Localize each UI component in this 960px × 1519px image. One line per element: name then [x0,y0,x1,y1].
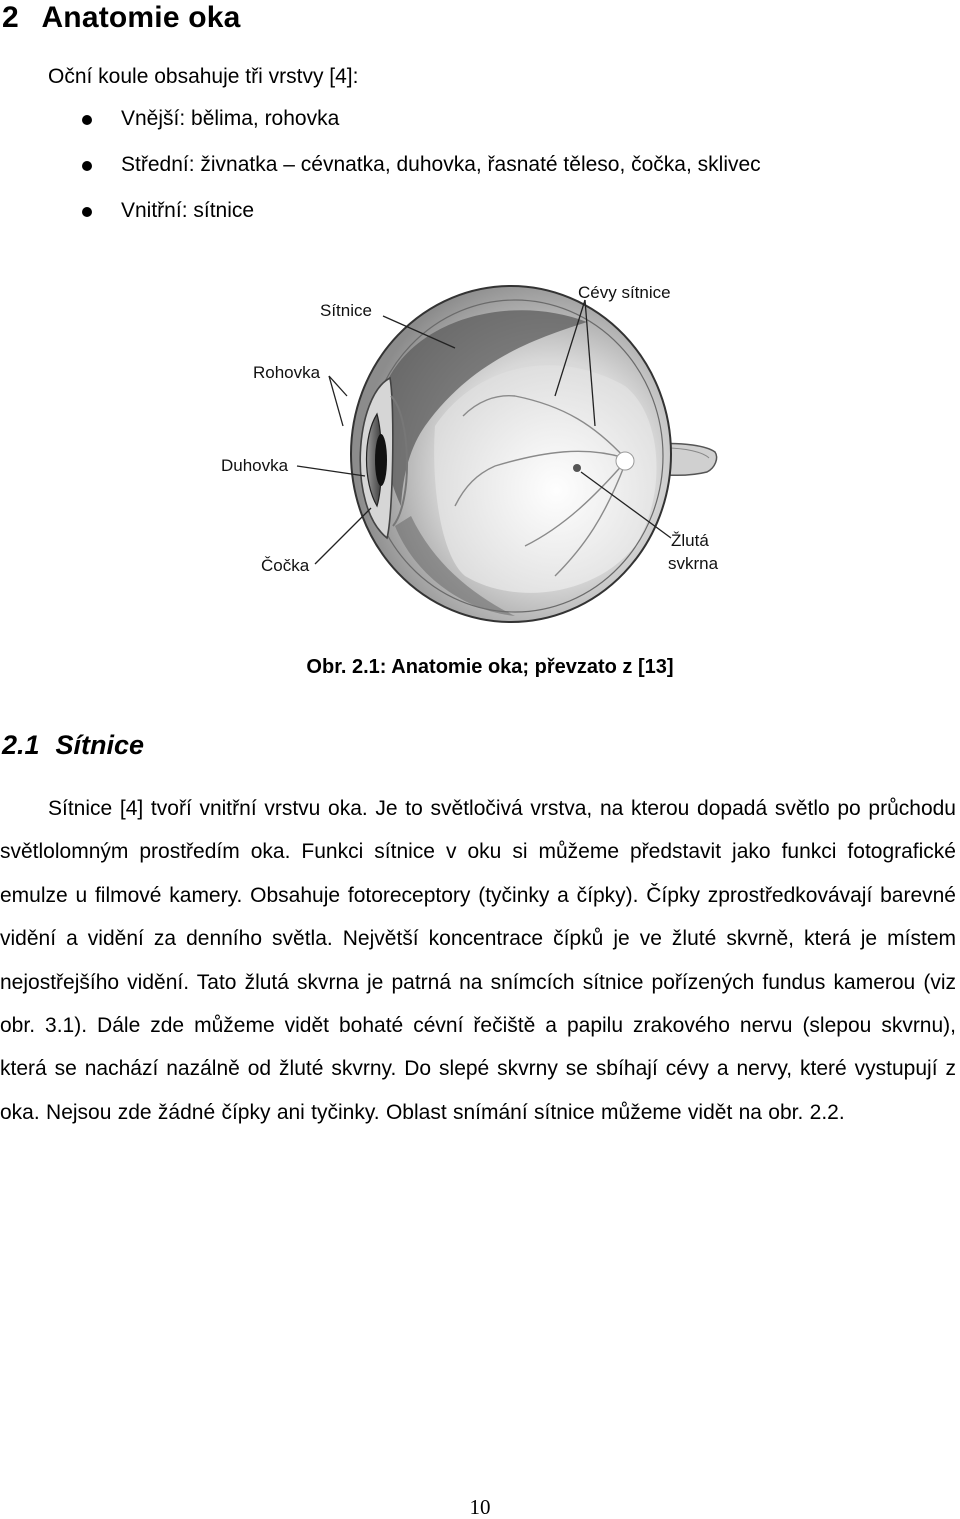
page-number: 10 [469,1495,491,1519]
list-item [0,196,761,242]
bullet-icon [82,161,92,171]
intro-text: Oční koule obsahuje tři vrstvy [4]: [48,65,359,88]
label-duhovka: Duhovka [221,456,289,475]
label-zluta: Žlutá [671,531,709,550]
chapter-number: 2 [2,1,19,34]
label-cocka: Čočka [261,556,310,575]
eyeball [351,286,671,622]
figure-caption: Obr. 2.1: Anatomie oka; převzato z [13] [306,656,674,678]
list-item-text: Vnější: bělima, rohovka [121,107,340,130]
section-title: Sítnice [55,730,145,760]
chapter-title: Anatomie oka [41,1,241,34]
list-item-text: Střední: živnatka – cévnatka, duhovka, řasnaté těleso, čočka, sklivec [121,153,761,176]
chapter-heading [2,0,241,36]
label-rohovka: Rohovka [253,363,321,382]
label-cevy-sitnice: Cévy sítnice [578,283,671,302]
section-number: 2.1 [2,730,40,760]
bullet-icon [82,115,92,125]
eye-anatomy-figure [215,276,735,636]
label-sitnice: Sítnice [320,301,372,320]
list-item [0,150,761,196]
section-paragraph: Sítnice [4] tvoří vnitřní vrstvu oka. Je to světločivá vrstva, na kterou dopadá světlo po průchodu světlolomným prostředím oka. Funkci sítnice v oku si můžeme představit jako funkci fotografické emulze u filmové kamery. Obsahuje fotoreceptory (tyčinky a čípky). Čípky zprostředkovávají barevné vidění a vidění za denního světla. Největší koncentrace čípků je ve žluté skvrně, která je místem nejostřejšího vidění. Tato žlutá skvrna je patrná na snímcích sítnice pořízených fundus kamerou (viz obr. 3.1). Dále zde můžeme vidět bohaté cévní řečiště a papilu zrakového nervu (slepou skvrnu), která se nachází nazálně od žluté skvrny. Do slepé skvrny se sbíhají cévy a nervy, které vystupují z oka. Nejsou zde žádné čípky ani tyčinky. Oblast snímání sítnice můžeme vidět na obr. 2.2. [0,797,956,1124]
list-item-text: Vnitřní: sítnice [121,199,255,222]
eye-layers-list [0,104,761,242]
bullet-icon [82,207,92,217]
list-item [0,104,761,150]
label-svkrna: svkrna [668,554,719,573]
eye-illustration [215,276,735,636]
section-heading [2,727,144,763]
